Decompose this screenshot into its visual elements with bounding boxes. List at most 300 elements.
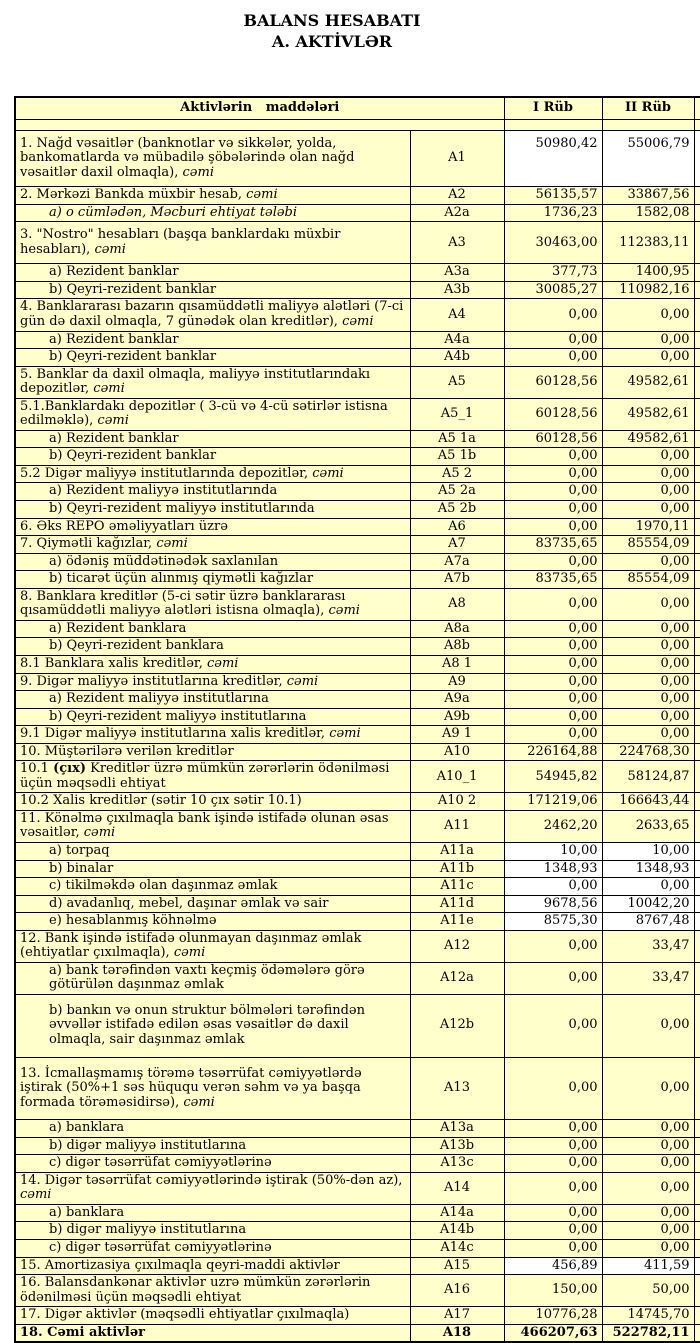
edge-sliver-cell [694,187,700,205]
item-code-cell: A5_1 [410,398,504,430]
q1-value-cell: 0,00 [504,1240,602,1258]
item-label-cell: 17. Digər aktivlər (məqsədli ehtiyatlar çıxılmaqla) [15,1307,410,1325]
item-label-cell: 7. Qiymətli kağızlar, cəmi [15,536,410,554]
edge-sliver-cell [694,1240,700,1258]
item-code-cell: A11e [410,913,504,931]
table-row [15,1307,700,1325]
edge-sliver-cell [694,588,700,620]
edge-sliver-cell [694,1137,700,1155]
item-code-cell: A13a [410,1120,504,1138]
item-code-cell: A7 [410,536,504,554]
edge-sliver-cell [694,691,700,709]
q2-value-cell: 0,00 [602,553,694,571]
item-code-cell: A18 [410,1324,504,1342]
edge-sliver-cell [694,708,700,726]
q2-value-cell: 110982,16 [602,281,694,299]
q1-value-cell: 30463,00 [504,222,602,264]
q2-value-cell: 0,00 [602,691,694,709]
q2-value-cell: 112383,11 [602,222,694,264]
item-label-cell: 16. Balansdankənar aktivlər uzrə mümkün zərərlərin ödənilməsi üçün məqsədli ehtiyat [15,1275,410,1307]
q1-header-cell: I Rüb [504,97,602,119]
q2-value-cell: 10,00 [602,842,694,860]
table-row [15,793,700,811]
q1-value-cell: 2462,20 [504,810,602,842]
item-code-cell: A12b [410,994,504,1057]
table-row [15,553,700,571]
q1-value-cell: 60128,56 [504,398,602,430]
item-label-cell: b) Qeyri-rezident maliyyə institutlarına [15,708,410,726]
item-code-cell: A5 [410,366,504,398]
item-label-cell: a) bank tərəfindən vaxtı keçmiş ödəmələrə görə götürülən daşınmaz əmlak [15,962,410,994]
balance-table-body [15,97,700,1342]
table-row [15,1275,700,1307]
table-row [15,691,700,709]
item-code-cell: A1 [410,130,504,187]
q1-value-cell: 226164,88 [504,743,602,761]
q1-value-cell: 456,89 [504,1257,602,1275]
q2-header-cell: II Rüb [602,97,694,119]
table-row [15,366,700,398]
edge-sliver-cell [694,281,700,299]
q2-value-cell: 33,47 [602,962,694,994]
edge-sliver-cell [694,994,700,1057]
report-title-line2: A. AKTİVLƏR [271,32,393,51]
item-code-cell: A5 1a [410,430,504,448]
item-label-cell: 5. Banklar da daxil olmaqla, maliyyə institutlarındakı depozitlər, cəmi [15,366,410,398]
q2-value-cell: 0,00 [602,655,694,673]
edge-sliver-cell [694,930,700,962]
q1-value-cell: 0,00 [504,673,602,691]
q1-value-cell: 0,00 [504,501,602,519]
item-label-cell: a) banklara [15,1204,410,1222]
q1-value-cell: 10,00 [504,842,602,860]
edge-sliver-cell [694,761,700,793]
edge-sliver-cell [694,1057,700,1120]
table-row [15,620,700,638]
edge-sliver-cell [694,673,700,691]
q2-value-cell: 50,00 [602,1275,694,1307]
table-row [15,638,700,656]
edge-sliver-cell [694,204,700,222]
edge-sliver-cell [694,1172,700,1204]
item-label-cell: a) Rezident banklar [15,430,410,448]
item-label-cell: b) Qeyri-rezident banklar [15,448,410,466]
q1-value-cell: 1348,93 [504,860,602,878]
item-code-cell: A7b [410,571,504,589]
table-row [15,204,700,222]
edge-sliver-cell [694,501,700,519]
table-row [15,1172,700,1204]
report-title [0,10,664,52]
item-label-cell: a) ödəniş müddətinədək saxlanılan [15,553,410,571]
item-label-cell: b) Qeyri-rezident banklar [15,281,410,299]
edge-sliver-cell [694,97,700,119]
table-row [15,962,700,994]
q1-value-cell: 30085,27 [504,281,602,299]
q2-value-cell: 1348,93 [602,860,694,878]
edge-sliver-cell [694,448,700,466]
q1-value-cell: 0,00 [504,1172,602,1204]
edge-sliver-cell [694,1120,700,1138]
item-label-cell: a) Rezident banklara [15,620,410,638]
table-row [15,913,700,931]
edge-sliver-cell [694,553,700,571]
item-label-cell: 5.1.Banklardakı depozitlər ( 3-cü və 4-cü sətirlər istisna edilməklə), cəmi [15,398,410,430]
q2-value-cell: 0,00 [602,465,694,483]
edge-sliver-cell [694,518,700,536]
q1-value-cell: 8575,30 [504,913,602,931]
q2-value-cell: 522782,11 [602,1324,694,1342]
table-row [15,842,700,860]
table-row [15,264,700,282]
q1-value-cell: 54945,82 [504,761,602,793]
table-row [15,536,700,554]
q2-value-cell: 55006,79 [602,130,694,187]
item-code-cell: A3b [410,281,504,299]
q1-value-cell: 60128,56 [504,366,602,398]
item-code-cell: A11 [410,810,504,842]
edge-sliver-cell [694,913,700,931]
q1-value-cell: 0,00 [504,620,602,638]
item-code-cell: A7a [410,553,504,571]
edge-sliver-cell [694,842,700,860]
edge-sliver-cell [694,793,700,811]
item-label-cell: a) Rezident banklar [15,264,410,282]
q1-value-cell: 0,00 [504,1155,602,1173]
item-label-cell: b) binalar [15,860,410,878]
q2-value-cell: 166643,44 [602,793,694,811]
q2-value-cell: 0,00 [602,708,694,726]
item-code-cell: A11b [410,860,504,878]
table-row [15,930,700,962]
q1-value-cell: 0,00 [504,878,602,896]
item-code-cell: A3 [410,222,504,264]
item-code-cell: A9a [410,691,504,709]
item-code-cell: A8 [410,588,504,620]
table-row [15,673,700,691]
table-row [15,130,700,187]
item-label-cell: 1. Nağd vəsaitlər (banknotlar və sikkələr, yolda, bankomatlarda və mübadilə şöbələrində olan nağd vəsaitlər daxil olmaqla), cəmi [15,130,410,187]
edge-sliver-cell [694,331,700,349]
item-code-cell: A4 [410,299,504,331]
item-label-cell: c) digər təsərrüfat cəmiyyətlərinə [15,1240,410,1258]
item-code-cell: A13c [410,1155,504,1173]
item-label-cell: a) Rezident banklar [15,331,410,349]
item-label-cell: 15. Amortizasiya çıxılmaqla qeyri-maddi aktivlər [15,1257,410,1275]
table-row [15,743,700,761]
edge-sliver-cell [694,366,700,398]
q1-value-cell: 50980,42 [504,130,602,187]
q2-value-cell: 2633,65 [602,810,694,842]
table-row [15,331,700,349]
table-row [15,860,700,878]
item-label-cell: 8.1 Banklara xalis kreditlər, cəmi [15,655,410,673]
q1-value-cell: 0,00 [504,588,602,620]
item-label-cell: a) Rezident maliyyə institutlarına [15,691,410,709]
edge-sliver-cell [694,1257,700,1275]
items-header-cell: Aktivlərin maddələri [15,97,504,119]
q1-value-cell: 0,00 [504,331,602,349]
item-label-cell: 18. Cəmi aktivlər [15,1324,410,1342]
q2-value-cell: 0,00 [602,1172,694,1204]
q2-value-cell: 0,00 [602,483,694,501]
q2-value-cell: 8767,48 [602,913,694,931]
q1-value-cell: 0,00 [504,553,602,571]
item-label-cell: 10. Müştərilərə verilən kreditlər [15,743,410,761]
edge-sliver-cell [694,810,700,842]
edge-sliver-cell [694,962,700,994]
item-code-cell: A10 2 [410,793,504,811]
table-row [15,761,700,793]
item-label-cell: 9.1 Digər maliyyə institutlarına xalis kreditlər, cəmi [15,726,410,744]
item-label-cell: 9. Digər maliyyə institutlarına kreditlər, cəmi [15,673,410,691]
q1-value-cell: 0,00 [504,708,602,726]
q2-value-cell: 33867,56 [602,187,694,205]
item-code-cell: A11c [410,878,504,896]
table-row [15,1257,700,1275]
table-row [15,994,700,1057]
q2-value-cell: 0,00 [602,638,694,656]
edge-sliver-cell [694,743,700,761]
item-label-cell: 3. "Nostro" hesabları (başqa banklardakı müxbir hesabları), cəmi [15,222,410,264]
q2-value-cell: 49582,61 [602,398,694,430]
spacer-cell [504,119,602,130]
item-label-cell: b) bankın və onun struktur bölmələri tərəfindən əvvəllər istifadə edilən əsas vəsaitlər də daxil olmaqla, sair daşınmaz əmlak [15,994,410,1057]
edge-sliver-cell [694,299,700,331]
edge-sliver-cell [694,430,700,448]
item-code-cell: A3a [410,264,504,282]
q1-value-cell: 171219,06 [504,793,602,811]
item-label-cell: 2. Mərkəzi Bankda müxbir hesab, cəmi [15,187,410,205]
edge-sliver-cell [694,1324,700,1342]
table-row [15,448,700,466]
table-row [15,726,700,744]
table-row [15,501,700,519]
q1-value-cell: 0,00 [504,726,602,744]
item-code-cell: A5 1b [410,448,504,466]
table-row [15,571,700,589]
q2-value-cell: 0,00 [602,349,694,367]
q1-value-cell: 0,00 [504,349,602,367]
edge-sliver-cell [694,1204,700,1222]
q1-value-cell: 0,00 [504,1120,602,1138]
edge-sliver-cell [694,1275,700,1307]
item-label-cell: 4. Banklararası bazarın qısamüddətli maliyyə alətləri (7-ci gün də daxil olmaqla, 7 günədək olan kreditlər), cəmi [15,299,410,331]
q1-value-cell: 0,00 [504,655,602,673]
item-code-cell: A13b [410,1137,504,1155]
q2-value-cell: 0,00 [602,1137,694,1155]
spacer-cell [602,119,694,130]
q2-value-cell: 0,00 [602,878,694,896]
q2-value-cell: 0,00 [602,501,694,519]
q2-value-cell: 0,00 [602,726,694,744]
item-code-cell: A12 [410,930,504,962]
table-row [15,1155,700,1173]
edge-sliver-cell [694,571,700,589]
item-label-cell: a) Rezident maliyyə institutlarında [15,483,410,501]
item-label-cell: d) avadanlıq, mebel, daşınar əmlak və sair [15,895,410,913]
item-code-cell: A14a [410,1204,504,1222]
item-code-cell: A9 [410,673,504,691]
edge-sliver-cell [694,130,700,187]
table-row [15,1204,700,1222]
item-code-cell: A16 [410,1275,504,1307]
q2-value-cell: 0,00 [602,331,694,349]
item-code-cell: A13 [410,1057,504,1120]
table-row [15,281,700,299]
q2-value-cell: 49582,61 [602,366,694,398]
balance-table [14,96,700,1343]
q1-value-cell: 10776,28 [504,1307,602,1325]
q2-value-cell: 0,00 [602,1155,694,1173]
item-label-cell: b) Qeyri-rezident banklara [15,638,410,656]
item-code-cell: A5 2b [410,501,504,519]
q2-value-cell: 1970,11 [602,518,694,536]
item-code-cell: A2 [410,187,504,205]
table-row [15,1240,700,1258]
q2-value-cell: 1582,08 [602,204,694,222]
q1-value-cell: 0,00 [504,518,602,536]
table-row [15,878,700,896]
q1-value-cell: 60128,56 [504,430,602,448]
q2-value-cell: 0,00 [602,299,694,331]
q1-value-cell: 377,73 [504,264,602,282]
table-row [15,187,700,205]
q2-value-cell: 0,00 [602,1120,694,1138]
table-row [15,1120,700,1138]
item-code-cell: A14c [410,1240,504,1258]
edge-sliver-cell [694,222,700,264]
q1-value-cell: 83735,65 [504,536,602,554]
edge-sliver-cell [694,620,700,638]
item-code-cell: A5 2 [410,465,504,483]
table-row [15,588,700,620]
edge-sliver-cell [694,465,700,483]
item-label-cell: b) ticarət üçün alınmış qiymətli kağızlar [15,571,410,589]
item-label-cell: 12. Bank işində istifadə olunmayan daşınmaz əmlak (ehtiyatlar çıxılmaqla), cəmi [15,930,410,962]
item-code-cell: A8 1 [410,655,504,673]
edge-sliver-cell [694,638,700,656]
table-row [15,465,700,483]
item-label-cell: 13. İcmallaşmamış törəmə təsərrüfat cəmiyyətlərdə iştirak (50%+1 səs hüququ verən səhm və ya başqa formada törəməsidirsə), cəmi [15,1057,410,1120]
edge-sliver-cell [694,483,700,501]
edge-sliver-cell [694,536,700,554]
table-row [15,222,700,264]
q1-value-cell: 0,00 [504,1057,602,1120]
edge-sliver-cell [694,860,700,878]
q1-value-cell: 0,00 [504,483,602,501]
table-row [15,895,700,913]
table-row [15,1057,700,1120]
edge-sliver-cell [694,895,700,913]
item-label-cell: 10.1 (çıx) Kreditlər üzrə mümkün zərərlərin ödənilməsi üçün məqsədli ehtiyat [15,761,410,793]
q1-value-cell: 0,00 [504,465,602,483]
table-row [15,655,700,673]
q2-value-cell: 0,00 [602,994,694,1057]
item-label-cell: b) Qeyri-rezident banklar [15,349,410,367]
q2-value-cell: 14745,70 [602,1307,694,1325]
spacer-row [15,119,700,130]
q1-value-cell: 56135,57 [504,187,602,205]
table-row [15,1137,700,1155]
item-code-cell: A10 [410,743,504,761]
q2-value-cell: 0,00 [602,1222,694,1240]
table-row [15,430,700,448]
item-label-cell: c) tikilməkdə olan daşınmaz əmlak [15,878,410,896]
q2-value-cell: 0,00 [602,588,694,620]
edge-sliver-cell [694,726,700,744]
table-row [15,483,700,501]
edge-sliver-cell [694,1222,700,1240]
item-code-cell: A12a [410,962,504,994]
table-row [15,1324,700,1342]
item-label-cell: 6. Əks REPO əməliyyatları üzrə [15,518,410,536]
q2-value-cell: 411,59 [602,1257,694,1275]
item-code-cell: A5 2a [410,483,504,501]
item-label-cell: b) digər maliyyə institutlarına [15,1222,410,1240]
q2-value-cell: 0,00 [602,620,694,638]
table-row [15,398,700,430]
item-label-cell: e) hesablanmış köhnəlmə [15,913,410,931]
q1-value-cell: 0,00 [504,638,602,656]
q1-value-cell: 466207,63 [504,1324,602,1342]
item-label-cell: 14. Digər təsərrüfat cəmiyyətlərində iştirak (50%-dən az), cəmi [15,1172,410,1204]
report-title-line1: BALANS HESABATI [243,11,421,30]
spacer-cell [15,119,504,130]
item-label-cell: 10.2 Xalis kreditlər (sətir 10 çıx sətir 10.1) [15,793,410,811]
item-code-cell: A11a [410,842,504,860]
q2-value-cell: 85554,09 [602,536,694,554]
q1-value-cell: 0,00 [504,930,602,962]
q1-value-cell: 9678,56 [504,895,602,913]
item-label-cell: 8. Banklara kreditlər (5-ci sətir üzrə banklararası qısamüddətli maliyyə alətləri istisna olmaqla), cəmi [15,588,410,620]
q2-value-cell: 0,00 [602,448,694,466]
table-header-row [15,97,700,119]
q2-value-cell: 49582,61 [602,430,694,448]
edge-sliver-cell [694,1155,700,1173]
q2-value-cell: 224768,30 [602,743,694,761]
item-code-cell: A4a [410,331,504,349]
q1-value-cell: 0,00 [504,1204,602,1222]
item-code-cell: A14b [410,1222,504,1240]
item-code-cell: A17 [410,1307,504,1325]
q1-value-cell: 0,00 [504,994,602,1057]
item-label-cell: 11. Könəlmə çıxılmaqla bank işində istifadə olunan əsas vəsaitlər, cəmi [15,810,410,842]
item-code-cell: A6 [410,518,504,536]
table-row [15,299,700,331]
edge-sliver-cell [694,264,700,282]
item-code-cell: A8b [410,638,504,656]
q1-value-cell: 0,00 [504,691,602,709]
edge-sliver-cell [694,655,700,673]
item-code-cell: A9b [410,708,504,726]
item-code-cell: A11d [410,895,504,913]
q1-value-cell: 0,00 [504,448,602,466]
item-code-cell: A9 1 [410,726,504,744]
item-code-cell: A14 [410,1172,504,1204]
q2-value-cell: 85554,09 [602,571,694,589]
item-label-cell: b) digər maliyyə institutlarına [15,1137,410,1155]
item-label-cell: a) o cümlədən, Məcburi ehtiyat tələbi [15,204,410,222]
q2-value-cell: 0,00 [602,1057,694,1120]
table-row [15,810,700,842]
edge-sliver-cell [694,1307,700,1325]
q2-value-cell: 0,00 [602,1240,694,1258]
edge-sliver-cell [694,349,700,367]
edge-sliver-cell [694,398,700,430]
q1-value-cell: 0,00 [504,1222,602,1240]
edge-sliver-cell [694,878,700,896]
